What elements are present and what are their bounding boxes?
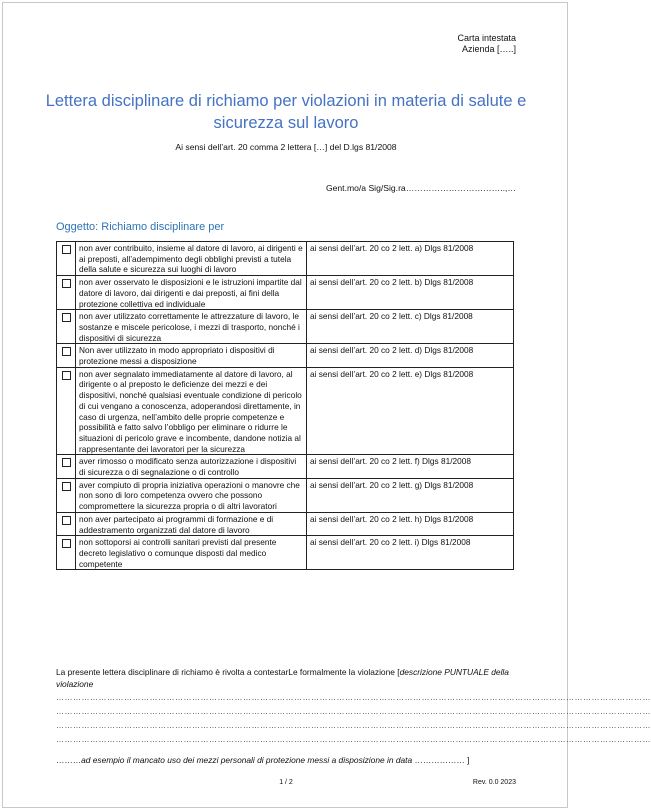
violation-description: non sottoporsi ai controlli sanitari previsti dal presente decreto legislativo o comunque disposti dal medico competente bbox=[76, 536, 307, 570]
letterhead-label: Carta intestata bbox=[457, 33, 516, 43]
example-line bbox=[56, 755, 469, 765]
violation-description: aver compiuto di propria iniziativa operazioni o manovre che non sono di loro competenza ovvero che possono compromettere la sicurezza propria o di altri lavoratori bbox=[76, 478, 307, 512]
violation-reference: ai sensi dell’art. 20 co 2 lett. i) Dlgs 81/2008 bbox=[307, 536, 514, 570]
checkbox-cell bbox=[57, 276, 76, 310]
violation-reference: ai sensi dell’art. 20 co 2 lett. h) Dlgs 81/2008 bbox=[307, 512, 514, 535]
dotted-line[interactable]: ………………………………………………………………………………………………………………………………………………………………………………………… bbox=[56, 693, 651, 702]
violation-row bbox=[57, 242, 514, 276]
violation-row bbox=[57, 536, 514, 570]
violation-reference: ai sensi dell’art. 20 co 2 lett. f) Dlgs 81/2008 bbox=[307, 455, 514, 478]
violation-row bbox=[57, 344, 514, 367]
checkbox-cell bbox=[57, 242, 76, 276]
recipient-line: Gent.mo/a Sig/Sig.ra……………………………..,… bbox=[325, 183, 516, 193]
company-label: Azienda […..] bbox=[461, 44, 516, 54]
violation-description: non aver osservato le disposizioni e le istruzioni impartite dal datore di lavoro, dai dirigenti e dai preposti, ai fini della protezione collettiva ed individuale bbox=[76, 276, 307, 310]
closing-italic: descrizione PUNTUALE della violazione bbox=[56, 667, 509, 689]
checkbox[interactable] bbox=[62, 482, 71, 491]
checkbox-cell bbox=[57, 478, 76, 512]
checkbox[interactable] bbox=[62, 347, 71, 356]
document-subtitle: Ai sensi dell’art. 20 comma 2 lettera […] del D.lgs 81/2008 bbox=[175, 142, 397, 152]
violation-row bbox=[57, 478, 514, 512]
violation-reference: ai sensi dell’art. 20 co 2 lett. g) Dlgs 81/2008 bbox=[307, 478, 514, 512]
checkbox[interactable] bbox=[62, 539, 71, 548]
checkbox-cell bbox=[57, 536, 76, 570]
letterhead-block bbox=[457, 33, 516, 55]
violation-row bbox=[57, 276, 514, 310]
violation-reference: ai sensi dell’art. 20 co 2 lett. a) Dlgs 81/2008 bbox=[307, 242, 514, 276]
revision-label: Rev. 0.0 2023 bbox=[472, 779, 516, 786]
dotted-line[interactable]: ………………………………………………………………………………………………………………………………………………………………………………………… bbox=[56, 721, 651, 730]
violation-description: non aver segnalato immediatamente al datore di lavoro, al dirigente o al preposto le deficienze dei mezzi e dei dispositivi, nonché qualsiasi eventuale condizione di pericolo di cui vengano a conoscenza, adoperandosi direttamente, in caso di urgenza, nell’ambito delle proprie competenze e possibilità e fatto salvo l’obbligo per eliminare o ridurre le situazioni di pericolo grave e incombente, dandone notizia al rappresentante dei lavoratori per la sicurezza bbox=[76, 367, 307, 455]
violation-description: non aver contribuito, insieme al datore di lavoro, ai dirigenti e ai preposti, all’adempimento degli obblighi previsti a tutela della salute e sicurezza sui luoghi di lavoro bbox=[76, 242, 307, 276]
violation-row bbox=[57, 310, 514, 344]
checkbox[interactable] bbox=[62, 516, 71, 525]
violation-row bbox=[57, 512, 514, 535]
checkbox[interactable] bbox=[62, 313, 71, 322]
example-trail: ……………… ] bbox=[412, 755, 470, 765]
document-title: Lettera disciplinare di richiamo per violazioni in materia di salute e sicurezza sul lavoro bbox=[45, 92, 527, 132]
violation-reference: ai sensi dell’art. 20 co 2 lett. e) Dlgs 81/2008 bbox=[307, 367, 514, 455]
violation-reference: ai sensi dell’art. 20 co 2 lett. b) Dlgs 81/2008 bbox=[307, 276, 514, 310]
example-italic: ad esempio il mancato uso dei mezzi personali di protezione messi a disposizione in data bbox=[81, 755, 413, 765]
closing-text: La presente lettera disciplinare di richiamo è rivolta a contestarLe formalmente la violazione [ bbox=[56, 667, 400, 677]
subject-heading: Oggetto: Richiamo disciplinare per bbox=[56, 221, 225, 233]
violation-row bbox=[57, 367, 514, 455]
violations-table bbox=[56, 241, 514, 570]
checkbox[interactable] bbox=[62, 279, 71, 288]
checkbox-cell bbox=[57, 512, 76, 535]
checkbox[interactable] bbox=[62, 371, 71, 380]
checkbox-cell bbox=[57, 367, 76, 455]
dotted-line[interactable]: ………………………………………………………………………………………………………………………………………………………………………………………… bbox=[56, 707, 651, 716]
checkbox-cell bbox=[57, 310, 76, 344]
example-lead: ……… bbox=[56, 755, 82, 765]
checkbox[interactable] bbox=[62, 245, 71, 254]
checkbox-cell bbox=[57, 344, 76, 367]
checkbox-cell bbox=[57, 455, 76, 478]
dotted-line[interactable]: ………………………………………………………………………………………………………………………………………………………………………………………… bbox=[56, 735, 651, 744]
violation-description: Non aver utilizzato in modo appropriato i dispositivi di protezione messi a disposizione bbox=[76, 344, 307, 367]
page-number: 1 / 2 bbox=[279, 779, 293, 786]
violation-description: aver rimosso o modificato senza autorizzazione i dispositivi di sicurezza o di segnalazione o di controllo bbox=[76, 455, 307, 478]
violation-description: non aver partecipato ai programmi di formazione e di addestramento organizzati dal datore di lavoro bbox=[76, 512, 307, 535]
violation-description: non aver utilizzato correttamente le attrezzature di lavoro, le sostanze e miscele pericolose, i mezzi di trasporto, nonché i dispositivi di sicurezza bbox=[76, 310, 307, 344]
violation-row bbox=[57, 455, 514, 478]
violation-reference: ai sensi dell’art. 20 co 2 lett. d) Dlgs 81/2008 bbox=[307, 344, 514, 367]
checkbox[interactable] bbox=[62, 458, 71, 467]
closing-paragraph bbox=[56, 667, 516, 690]
violation-reference: ai sensi dell’art. 20 co 2 lett. c) Dlgs 81/2008 bbox=[307, 310, 514, 344]
